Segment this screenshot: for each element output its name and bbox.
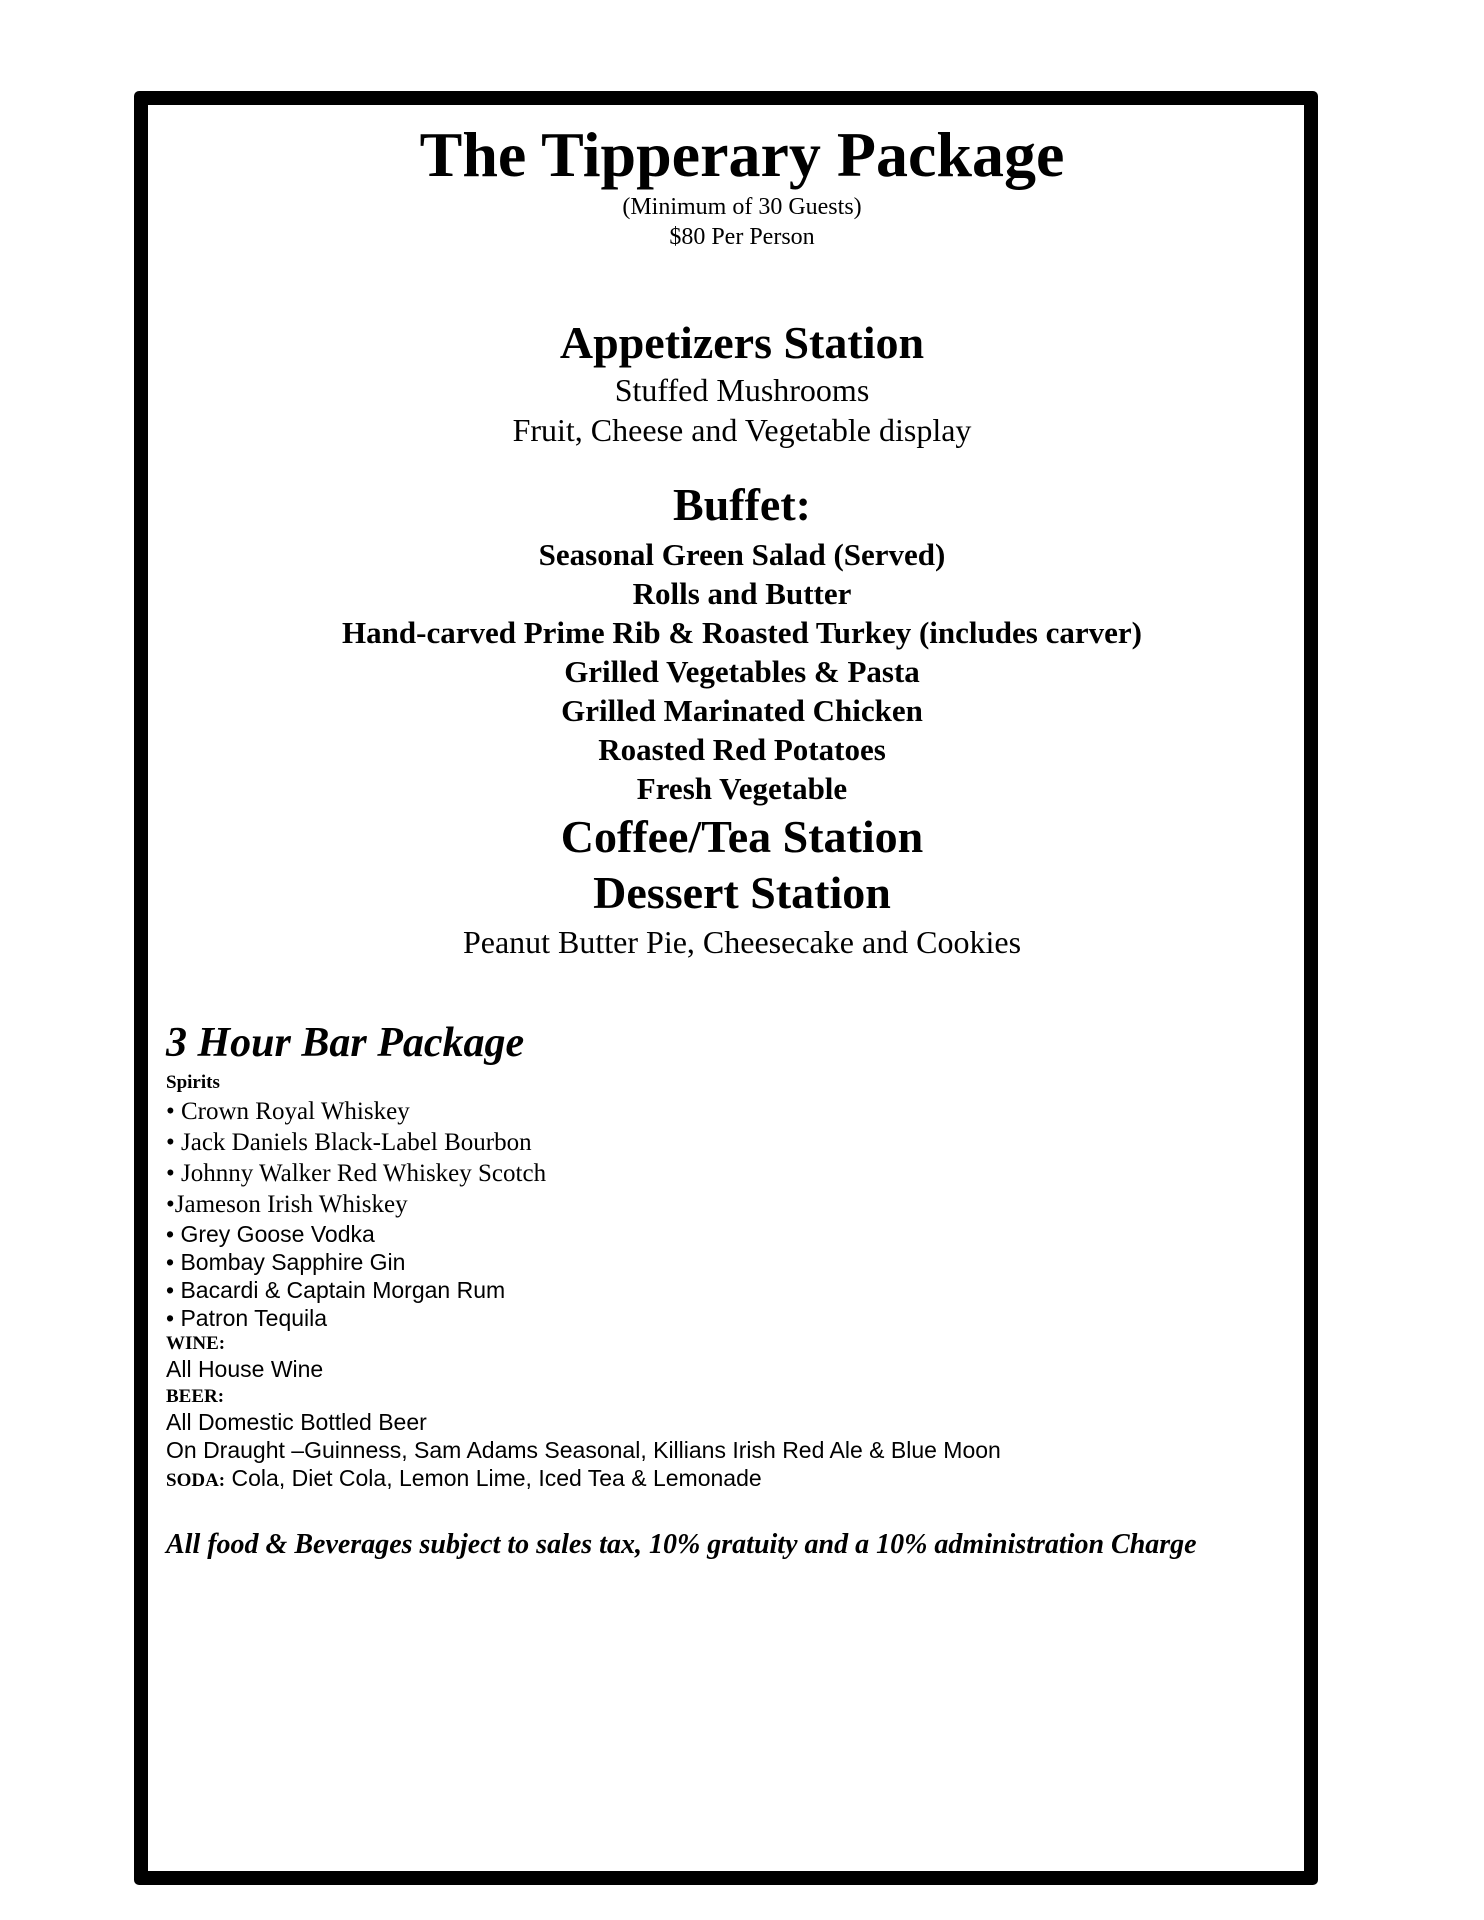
soda-items: Cola, Diet Cola, Lemon Lime, Iced Tea & Lemonade [225,1465,762,1491]
soda-label: SODA: [166,1470,226,1491]
spirit-item: • Bacardi & Captain Morgan Rum [166,1277,506,1303]
footer-note: All food & Beverages subject to sales tax, 10% gratuity and a 10% administration Charge [166,1529,1197,1560]
soda-line [166,1464,1384,1492]
buffet-item: Fresh Vegetable [636,771,848,806]
spirit-item: • Grey Goose Vodka [166,1221,375,1247]
buffet-item: Hand-carved Prime Rib & Roasted Turkey (includes carver) [342,615,1142,650]
spirit-item: • Jack Daniels Black-Label Bourbon [166,1129,532,1156]
buffet-item: Roasted Red Potatoes [598,732,886,767]
wine-label: WINE: [166,1333,226,1354]
buffet-item: Seasonal Green Salad (Served) [538,537,946,572]
spirits-label: Spirits [166,1072,220,1093]
coffee-tea-heading: Coffee/Tea Station [560,811,924,862]
beer-label: BEER: [166,1386,225,1407]
spirit-item: •Jameson Irish Whiskey [166,1191,408,1218]
appetizers-list [0,370,1484,450]
beer-bottled: All Domestic Bottled Beer [166,1409,427,1435]
spirit-item: • Bombay Sapphire Gin [166,1249,406,1275]
buffet-item: Grilled Vegetables & Pasta [564,654,920,689]
buffet-item: Rolls and Butter [632,576,852,611]
spirits-list-whiskey [166,1096,1384,1220]
appetizers-heading: Appetizers Station [559,317,925,368]
spirit-item: • Patron Tequila [166,1305,328,1331]
beer-draught: On Draught –Guinness, Sam Adams Seasonal, Killians Irish Red Ale & Blue Moon [166,1437,1001,1463]
page-title: The Tipperary Package [419,119,1065,190]
dessert-items: Peanut Butter Pie, Cheesecake and Cookies [462,924,1022,960]
buffet-list [0,535,1484,808]
spirit-item: • Johnny Walker Red Whiskey Scotch [166,1160,547,1187]
appetizer-item: Fruit, Cheese and Vegetable display [512,412,972,448]
wine-item: All House Wine [166,1356,324,1382]
buffet-item: Grilled Marinated Chicken [561,693,923,728]
appetizer-item: Stuffed Mushrooms [614,372,870,408]
bar-package-title: 3 Hour Bar Package [166,1020,525,1066]
spirits-list-other [166,1220,1384,1332]
dessert-heading: Dessert Station [593,867,891,918]
buffet-heading: Buffet: [673,479,811,530]
spirit-item: • Crown Royal Whiskey [166,1098,410,1125]
minimum-guests: (Minimum of 30 Guests) [622,194,862,220]
price-per-person: $80 Per Person [669,224,815,250]
